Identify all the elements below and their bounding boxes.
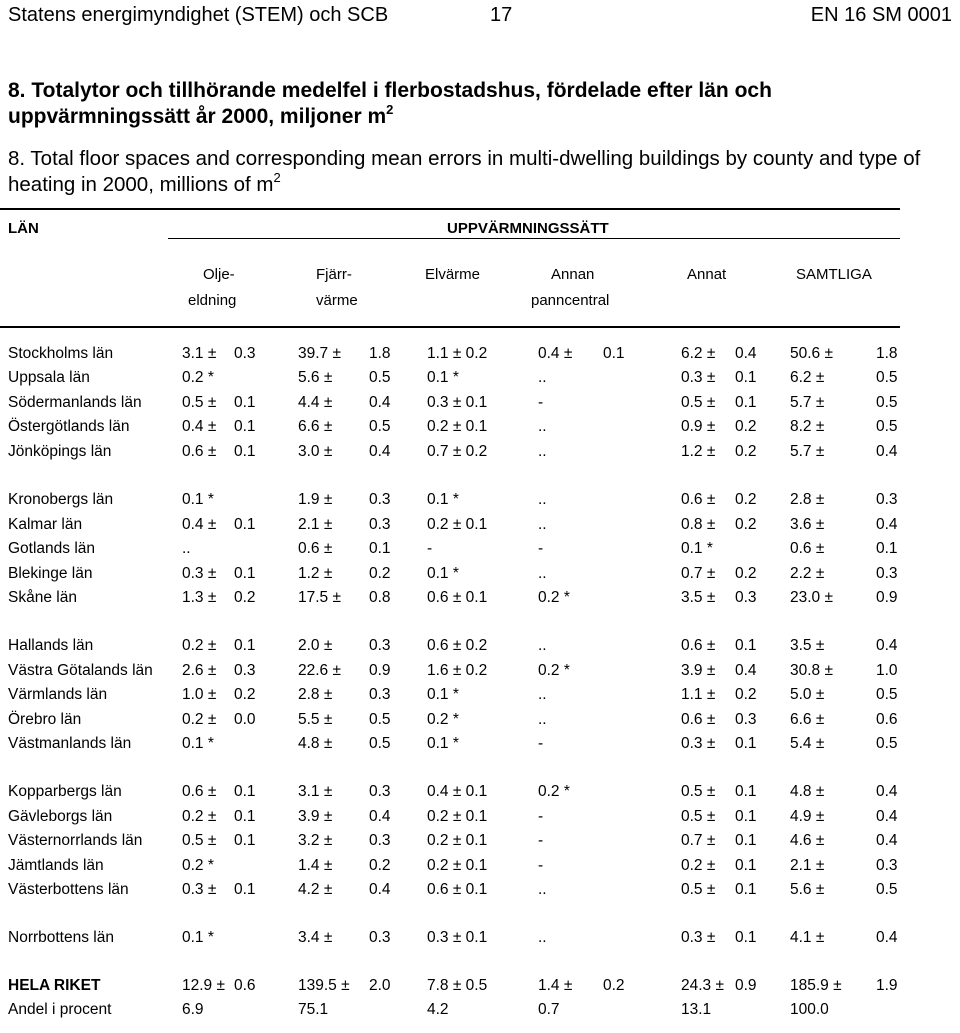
district-heating-value-cell: 3.4 ± [298, 929, 333, 946]
county-cell: Västra Götalands län [8, 662, 153, 679]
district-heating-error-cell: 1.8 [369, 345, 391, 362]
county-cell: Kronobergs län [8, 491, 114, 508]
other-central-value-cell: .. [538, 711, 547, 728]
other-heating-value-cell: 0.6 ± [681, 711, 716, 728]
county-cell: HELA RIKET [8, 977, 101, 994]
heating-group-header: UPPVÄRMNINGSSÄTT [447, 220, 609, 237]
other-heating-error-cell: 0.4 [735, 345, 757, 362]
county-cell: Örebro län [8, 711, 82, 728]
district-heating-value-cell: 139.5 ± [298, 977, 350, 994]
county-cell: Jönköpings län [8, 443, 112, 460]
other-heating-value-cell: 0.5 ± [681, 783, 716, 800]
county-cell: Uppsala län [8, 369, 90, 386]
electric-heating-cell: 0.7 ± 0.2 [427, 443, 488, 460]
table-title-english [8, 146, 948, 198]
other-heating-value-cell: 0.5 ± [681, 394, 716, 411]
district-heating-value-cell: 5.5 ± [298, 711, 333, 728]
electric-heating-cell: 0.1 * [427, 369, 459, 386]
district-heating-value-cell: 4.4 ± [298, 394, 333, 411]
other-central-value-cell: 0.2 * [538, 783, 570, 800]
table-row [0, 686, 960, 710]
district-heating-error-cell: 0.5 [369, 735, 391, 752]
col-header-district-line2: värme [316, 292, 358, 309]
oil-error-cell: 0.1 [234, 516, 256, 533]
total-error-cell: 0.5 [876, 418, 898, 435]
electric-heating-cell: 0.2 * [427, 711, 459, 728]
total-error-cell: 0.5 [876, 394, 898, 411]
district-heating-value-cell: 17.5 ± [298, 589, 341, 606]
table-row [0, 857, 960, 881]
district-heating-value-cell: 2.0 ± [298, 637, 333, 654]
county-cell: Östergötlands län [8, 418, 130, 435]
other-heating-value-cell: 3.9 ± [681, 662, 716, 679]
electric-heating-cell: 0.2 ± 0.1 [427, 516, 488, 533]
table-row [0, 491, 960, 515]
total-error-cell: 0.4 [876, 832, 898, 849]
other-heating-error-cell: 0.1 [735, 637, 757, 654]
other-central-value-cell: .. [538, 929, 547, 946]
total-error-cell: 0.6 [876, 711, 898, 728]
title-english-exponent: 2 [273, 170, 281, 185]
total-error-cell: 0.3 [876, 857, 898, 874]
other-heating-value-cell: 1.2 ± [681, 443, 716, 460]
other-central-value-cell: .. [538, 443, 547, 460]
total-value-cell: 2.1 ± [790, 857, 825, 874]
oil-error-cell: 0.1 [234, 783, 256, 800]
oil-value-cell: 0.2 ± [182, 711, 217, 728]
electric-heating-cell: 0.2 ± 0.1 [427, 418, 488, 435]
total-value-cell: 4.8 ± [790, 783, 825, 800]
oil-value-cell: 0.5 ± [182, 394, 217, 411]
other-heating-value-cell: 0.6 ± [681, 491, 716, 508]
county-cell: Kopparbergs län [8, 783, 122, 800]
oil-value-cell: 12.9 ± [182, 977, 225, 994]
other-heating-value-cell: 0.3 ± [681, 369, 716, 386]
other-heating-value-cell: 0.5 ± [681, 808, 716, 825]
oil-error-cell: 0.1 [234, 881, 256, 898]
other-heating-value-cell: 3.5 ± [681, 589, 716, 606]
district-heating-error-cell: 0.5 [369, 711, 391, 728]
total-value-cell: 0.6 ± [790, 540, 825, 557]
other-central-value-cell: .. [538, 491, 547, 508]
district-heating-error-cell: 0.3 [369, 783, 391, 800]
other-central-value-cell: - [538, 808, 544, 825]
other-heating-error-cell: 0.1 [735, 929, 757, 946]
county-cell: Stockholms län [8, 345, 114, 362]
total-value-cell: 5.7 ± [790, 443, 825, 460]
oil-value-cell: 0.3 ± [182, 881, 217, 898]
oil-error-cell: 0.2 [234, 686, 256, 703]
district-heating-value-cell: 4.2 ± [298, 881, 333, 898]
district-heating-error-cell: 0.4 [369, 443, 391, 460]
district-heating-error-cell: 2.0 [369, 977, 391, 994]
table-row [0, 1001, 960, 1025]
other-heating-value-cell: 13.1 [681, 1001, 712, 1018]
district-heating-error-cell: 0.9 [369, 662, 391, 679]
other-heating-value-cell: 6.2 ± [681, 345, 716, 362]
other-heating-value-cell: 0.9 ± [681, 418, 716, 435]
total-value-cell: 3.6 ± [790, 516, 825, 533]
table-row [0, 929, 960, 953]
total-error-cell: 0.4 [876, 637, 898, 654]
title-english-text: 8. Total floor spaces and corresponding mean errors in multi-dwelling buildings by county and type of heating in 2000, millions of m [8, 147, 921, 196]
col-header-electric: Elvärme [425, 266, 481, 283]
total-value-cell: 5.4 ± [790, 735, 825, 752]
county-cell: Jämtlands län [8, 857, 104, 874]
electric-heating-cell: 4.2 [427, 1001, 449, 1018]
electric-heating-cell: 0.1 * [427, 491, 459, 508]
district-heating-error-cell: 0.3 [369, 491, 391, 508]
table-row [0, 394, 960, 418]
other-heating-value-cell: 0.1 * [681, 540, 713, 557]
district-heating-value-cell: 1.2 ± [298, 565, 333, 582]
district-heating-value-cell: 1.9 ± [298, 491, 333, 508]
table-row [0, 443, 960, 467]
other-heating-value-cell: 0.8 ± [681, 516, 716, 533]
district-heating-value-cell: 3.1 ± [298, 783, 333, 800]
county-cell: Västerbottens län [8, 881, 129, 898]
electric-heating-cell: 0.3 ± 0.1 [427, 394, 488, 411]
other-central-value-cell: - [538, 394, 544, 411]
total-error-cell: 0.4 [876, 443, 898, 460]
table-top-rule [0, 208, 900, 210]
col-header-other-central-line2: panncentral [531, 292, 610, 309]
county-cell: Södermanlands län [8, 394, 142, 411]
other-central-value-cell: - [538, 735, 544, 752]
table-row [0, 565, 960, 589]
oil-value-cell: 0.2 * [182, 369, 214, 386]
county-column-header: LÄN [8, 220, 39, 237]
total-error-cell: 0.1 [876, 540, 898, 557]
county-cell: Värmlands län [8, 686, 108, 703]
electric-heating-cell: 0.6 ± 0.2 [427, 637, 488, 654]
other-heating-value-cell: 0.3 ± [681, 929, 716, 946]
oil-value-cell: 2.6 ± [182, 662, 217, 679]
other-heating-error-cell: 0.2 [735, 565, 757, 582]
total-value-cell: 30.8 ± [790, 662, 833, 679]
other-central-value-cell: .. [538, 418, 547, 435]
other-central-value-cell: 0.4 ± [538, 345, 573, 362]
district-heating-value-cell: 4.8 ± [298, 735, 333, 752]
other-heating-error-cell: 0.1 [735, 808, 757, 825]
county-cell: Andel i procent [8, 1001, 112, 1018]
electric-heating-cell: 1.1 ± 0.2 [427, 345, 488, 362]
other-central-value-cell: 0.2 * [538, 662, 570, 679]
electric-heating-cell: 0.4 ± 0.1 [427, 783, 488, 800]
district-heating-error-cell: 0.4 [369, 881, 391, 898]
other-central-value-cell: .. [538, 516, 547, 533]
electric-heating-cell: 0.2 ± 0.1 [427, 857, 488, 874]
total-value-cell: 50.6 ± [790, 345, 833, 362]
table-row [0, 516, 960, 540]
other-central-error-cell: 0.2 [603, 977, 625, 994]
other-central-value-cell: - [538, 832, 544, 849]
county-cell: Gotlands län [8, 540, 96, 557]
other-heating-value-cell: 0.7 ± [681, 565, 716, 582]
oil-value-cell: 3.1 ± [182, 345, 217, 362]
electric-heating-cell: 0.1 * [427, 735, 459, 752]
other-central-value-cell: .. [538, 369, 547, 386]
county-cell: Gävleborgs län [8, 808, 113, 825]
total-value-cell: 100.0 [790, 1001, 829, 1018]
electric-heating-cell: 1.6 ± 0.2 [427, 662, 488, 679]
district-heating-value-cell: 5.6 ± [298, 369, 333, 386]
total-error-cell: 1.9 [876, 977, 898, 994]
other-heating-error-cell: 0.2 [735, 686, 757, 703]
oil-value-cell: 1.3 ± [182, 589, 217, 606]
table-row [0, 345, 960, 369]
other-heating-error-cell: 0.4 [735, 662, 757, 679]
district-heating-value-cell: 3.0 ± [298, 443, 333, 460]
title-swedish-text: 8. Totalytor och tillhörande medelfel i flerbostadshus, fördelade efter län och uppvärmningssätt år 2000, miljoner m [8, 79, 772, 128]
other-heating-error-cell: 0.9 [735, 977, 757, 994]
total-value-cell: 4.9 ± [790, 808, 825, 825]
district-heating-error-cell: 0.3 [369, 832, 391, 849]
table-row [0, 662, 960, 686]
other-heating-error-cell: 0.3 [735, 589, 757, 606]
total-value-cell: 6.6 ± [790, 711, 825, 728]
other-heating-error-cell: 0.1 [735, 394, 757, 411]
oil-error-cell: 0.1 [234, 443, 256, 460]
total-error-cell: 0.5 [876, 881, 898, 898]
table-header-rule [0, 326, 900, 328]
county-cell: Blekinge län [8, 565, 93, 582]
district-heating-error-cell: 0.3 [369, 929, 391, 946]
other-central-value-cell: .. [538, 881, 547, 898]
oil-value-cell: .. [182, 540, 191, 557]
total-value-cell: 8.2 ± [790, 418, 825, 435]
district-heating-error-cell: 0.3 [369, 686, 391, 703]
table-row [0, 832, 960, 856]
district-heating-value-cell: 3.2 ± [298, 832, 333, 849]
publisher-text: Statens energimyndighet (STEM) och SCB [8, 4, 389, 26]
col-header-district-line1: Fjärr- [316, 266, 352, 283]
district-heating-error-cell: 0.3 [369, 516, 391, 533]
oil-error-cell: 0.3 [234, 345, 256, 362]
col-header-other-central-line1: Annan [551, 266, 595, 283]
total-error-cell: 0.3 [876, 491, 898, 508]
oil-error-cell: 0.6 [234, 977, 256, 994]
total-error-cell: 0.4 [876, 783, 898, 800]
oil-error-cell: 0.1 [234, 565, 256, 582]
total-error-cell: 0.5 [876, 735, 898, 752]
other-central-value-cell: .. [538, 686, 547, 703]
other-heating-error-cell: 0.1 [735, 369, 757, 386]
table-row [0, 589, 960, 613]
oil-error-cell: 0.1 [234, 394, 256, 411]
page-number: 17 [490, 4, 513, 26]
electric-heating-cell: 0.1 * [427, 686, 459, 703]
district-heating-value-cell: 22.6 ± [298, 662, 341, 679]
oil-value-cell: 0.1 * [182, 929, 214, 946]
total-value-cell: 4.1 ± [790, 929, 825, 946]
total-value-cell: 3.5 ± [790, 637, 825, 654]
other-heating-value-cell: 0.5 ± [681, 881, 716, 898]
total-error-cell: 0.5 [876, 686, 898, 703]
col-header-other: Annat [687, 266, 727, 283]
district-heating-value-cell: 39.7 ± [298, 345, 341, 362]
oil-value-cell: 6.9 [182, 1001, 204, 1018]
electric-heating-cell: 0.2 ± 0.1 [427, 808, 488, 825]
other-heating-error-cell: 0.2 [735, 516, 757, 533]
other-heating-value-cell: 1.1 ± [681, 686, 716, 703]
oil-value-cell: 0.2 ± [182, 808, 217, 825]
district-heating-value-cell: 2.8 ± [298, 686, 333, 703]
group-header-rule [168, 238, 900, 239]
other-heating-value-cell: 24.3 ± [681, 977, 724, 994]
oil-value-cell: 0.1 * [182, 735, 214, 752]
other-heating-value-cell: 0.6 ± [681, 637, 716, 654]
other-heating-error-cell: 0.1 [735, 783, 757, 800]
electric-heating-cell: 7.8 ± 0.5 [427, 977, 488, 994]
table-row [0, 783, 960, 807]
other-heating-error-cell: 0.2 [735, 418, 757, 435]
oil-error-cell: 0.1 [234, 637, 256, 654]
county-cell: Hallands län [8, 637, 94, 654]
table-row [0, 369, 960, 393]
total-value-cell: 6.2 ± [790, 369, 825, 386]
other-central-value-cell: - [538, 540, 544, 557]
oil-value-cell: 0.4 ± [182, 418, 217, 435]
total-error-cell: 0.9 [876, 589, 898, 606]
other-central-error-cell: 0.1 [603, 345, 625, 362]
district-heating-value-cell: 1.4 ± [298, 857, 333, 874]
district-heating-error-cell: 0.2 [369, 565, 391, 582]
oil-value-cell: 0.4 ± [182, 516, 217, 533]
total-error-cell: 0.5 [876, 369, 898, 386]
oil-value-cell: 0.2 ± [182, 637, 217, 654]
table-row [0, 540, 960, 564]
col-header-oil-line2: eldning [188, 292, 237, 309]
district-heating-value-cell: 0.6 ± [298, 540, 333, 557]
oil-error-cell: 0.2 [234, 589, 256, 606]
district-heating-value-cell: 2.1 ± [298, 516, 333, 533]
total-value-cell: 2.8 ± [790, 491, 825, 508]
electric-heating-cell: - [427, 540, 433, 557]
total-value-cell: 4.6 ± [790, 832, 825, 849]
total-value-cell: 5.0 ± [790, 686, 825, 703]
col-header-total: SAMTLIGA [796, 266, 872, 283]
other-heating-error-cell: 0.2 [735, 491, 757, 508]
oil-value-cell: 0.6 ± [182, 443, 217, 460]
table-row [0, 735, 960, 759]
district-heating-error-cell: 0.4 [369, 394, 391, 411]
county-cell: Kalmar län [8, 516, 83, 533]
table-row [0, 637, 960, 661]
other-heating-error-cell: 0.3 [735, 711, 757, 728]
table-row [0, 418, 960, 442]
table-row [0, 808, 960, 832]
oil-error-cell: 0.3 [234, 662, 256, 679]
total-value-cell: 5.7 ± [790, 394, 825, 411]
other-heating-error-cell: 0.1 [735, 735, 757, 752]
district-heating-value-cell: 75.1 [298, 1001, 329, 1018]
district-heating-error-cell: 0.2 [369, 857, 391, 874]
other-central-value-cell: .. [538, 637, 547, 654]
other-heating-error-cell: 0.1 [735, 881, 757, 898]
other-heating-value-cell: 0.7 ± [681, 832, 716, 849]
district-heating-error-cell: 0.5 [369, 369, 391, 386]
district-heating-value-cell: 3.9 ± [298, 808, 333, 825]
other-heating-error-cell: 0.2 [735, 443, 757, 460]
other-central-value-cell: 0.7 [538, 1001, 560, 1018]
oil-value-cell: 0.2 * [182, 857, 214, 874]
district-heating-value-cell: 6.6 ± [298, 418, 333, 435]
oil-value-cell: 0.5 ± [182, 832, 217, 849]
other-heating-error-cell: 0.1 [735, 832, 757, 849]
table-row [0, 977, 960, 1001]
total-value-cell: 5.6 ± [790, 881, 825, 898]
district-heating-error-cell: 0.3 [369, 637, 391, 654]
oil-error-cell: 0.1 [234, 808, 256, 825]
oil-value-cell: 0.3 ± [182, 565, 217, 582]
other-central-value-cell: .. [538, 565, 547, 582]
total-error-cell: 1.0 [876, 662, 898, 679]
total-error-cell: 0.4 [876, 929, 898, 946]
district-heating-error-cell: 0.4 [369, 808, 391, 825]
oil-value-cell: 0.1 * [182, 491, 214, 508]
electric-heating-cell: 0.6 ± 0.1 [427, 589, 488, 606]
district-heating-error-cell: 0.8 [369, 589, 391, 606]
total-error-cell: 1.8 [876, 345, 898, 362]
electric-heating-cell: 0.3 ± 0.1 [427, 929, 488, 946]
total-error-cell: 0.4 [876, 516, 898, 533]
total-value-cell: 2.2 ± [790, 565, 825, 582]
other-heating-value-cell: 0.2 ± [681, 857, 716, 874]
total-value-cell: 23.0 ± [790, 589, 833, 606]
oil-value-cell: 1.0 ± [182, 686, 217, 703]
county-cell: Skåne län [8, 589, 77, 606]
electric-heating-cell: 0.1 * [427, 565, 459, 582]
oil-value-cell: 0.6 ± [182, 783, 217, 800]
oil-error-cell: 0.1 [234, 832, 256, 849]
district-heating-error-cell: 0.1 [369, 540, 391, 557]
total-value-cell: 185.9 ± [790, 977, 842, 994]
title-swedish-exponent: 2 [386, 102, 394, 117]
electric-heating-cell: 0.6 ± 0.1 [427, 881, 488, 898]
table-row [0, 711, 960, 735]
total-error-cell: 0.4 [876, 808, 898, 825]
oil-error-cell: 0.1 [234, 418, 256, 435]
col-header-oil-line1: Olje- [203, 266, 235, 283]
district-heating-error-cell: 0.5 [369, 418, 391, 435]
other-heating-value-cell: 0.3 ± [681, 735, 716, 752]
other-central-value-cell: 1.4 ± [538, 977, 573, 994]
report-code: EN 16 SM 0001 [810, 4, 952, 26]
total-error-cell: 0.3 [876, 565, 898, 582]
table-row [0, 881, 960, 905]
other-heating-error-cell: 0.1 [735, 857, 757, 874]
other-central-value-cell: 0.2 * [538, 589, 570, 606]
other-central-value-cell: - [538, 857, 544, 874]
county-cell: Västmanlands län [8, 735, 132, 752]
electric-heating-cell: 0.2 ± 0.1 [427, 832, 488, 849]
oil-error-cell: 0.0 [234, 711, 256, 728]
county-cell: Norrbottens län [8, 929, 114, 946]
county-cell: Västernorrlands län [8, 832, 143, 849]
table-title-swedish [8, 78, 908, 130]
